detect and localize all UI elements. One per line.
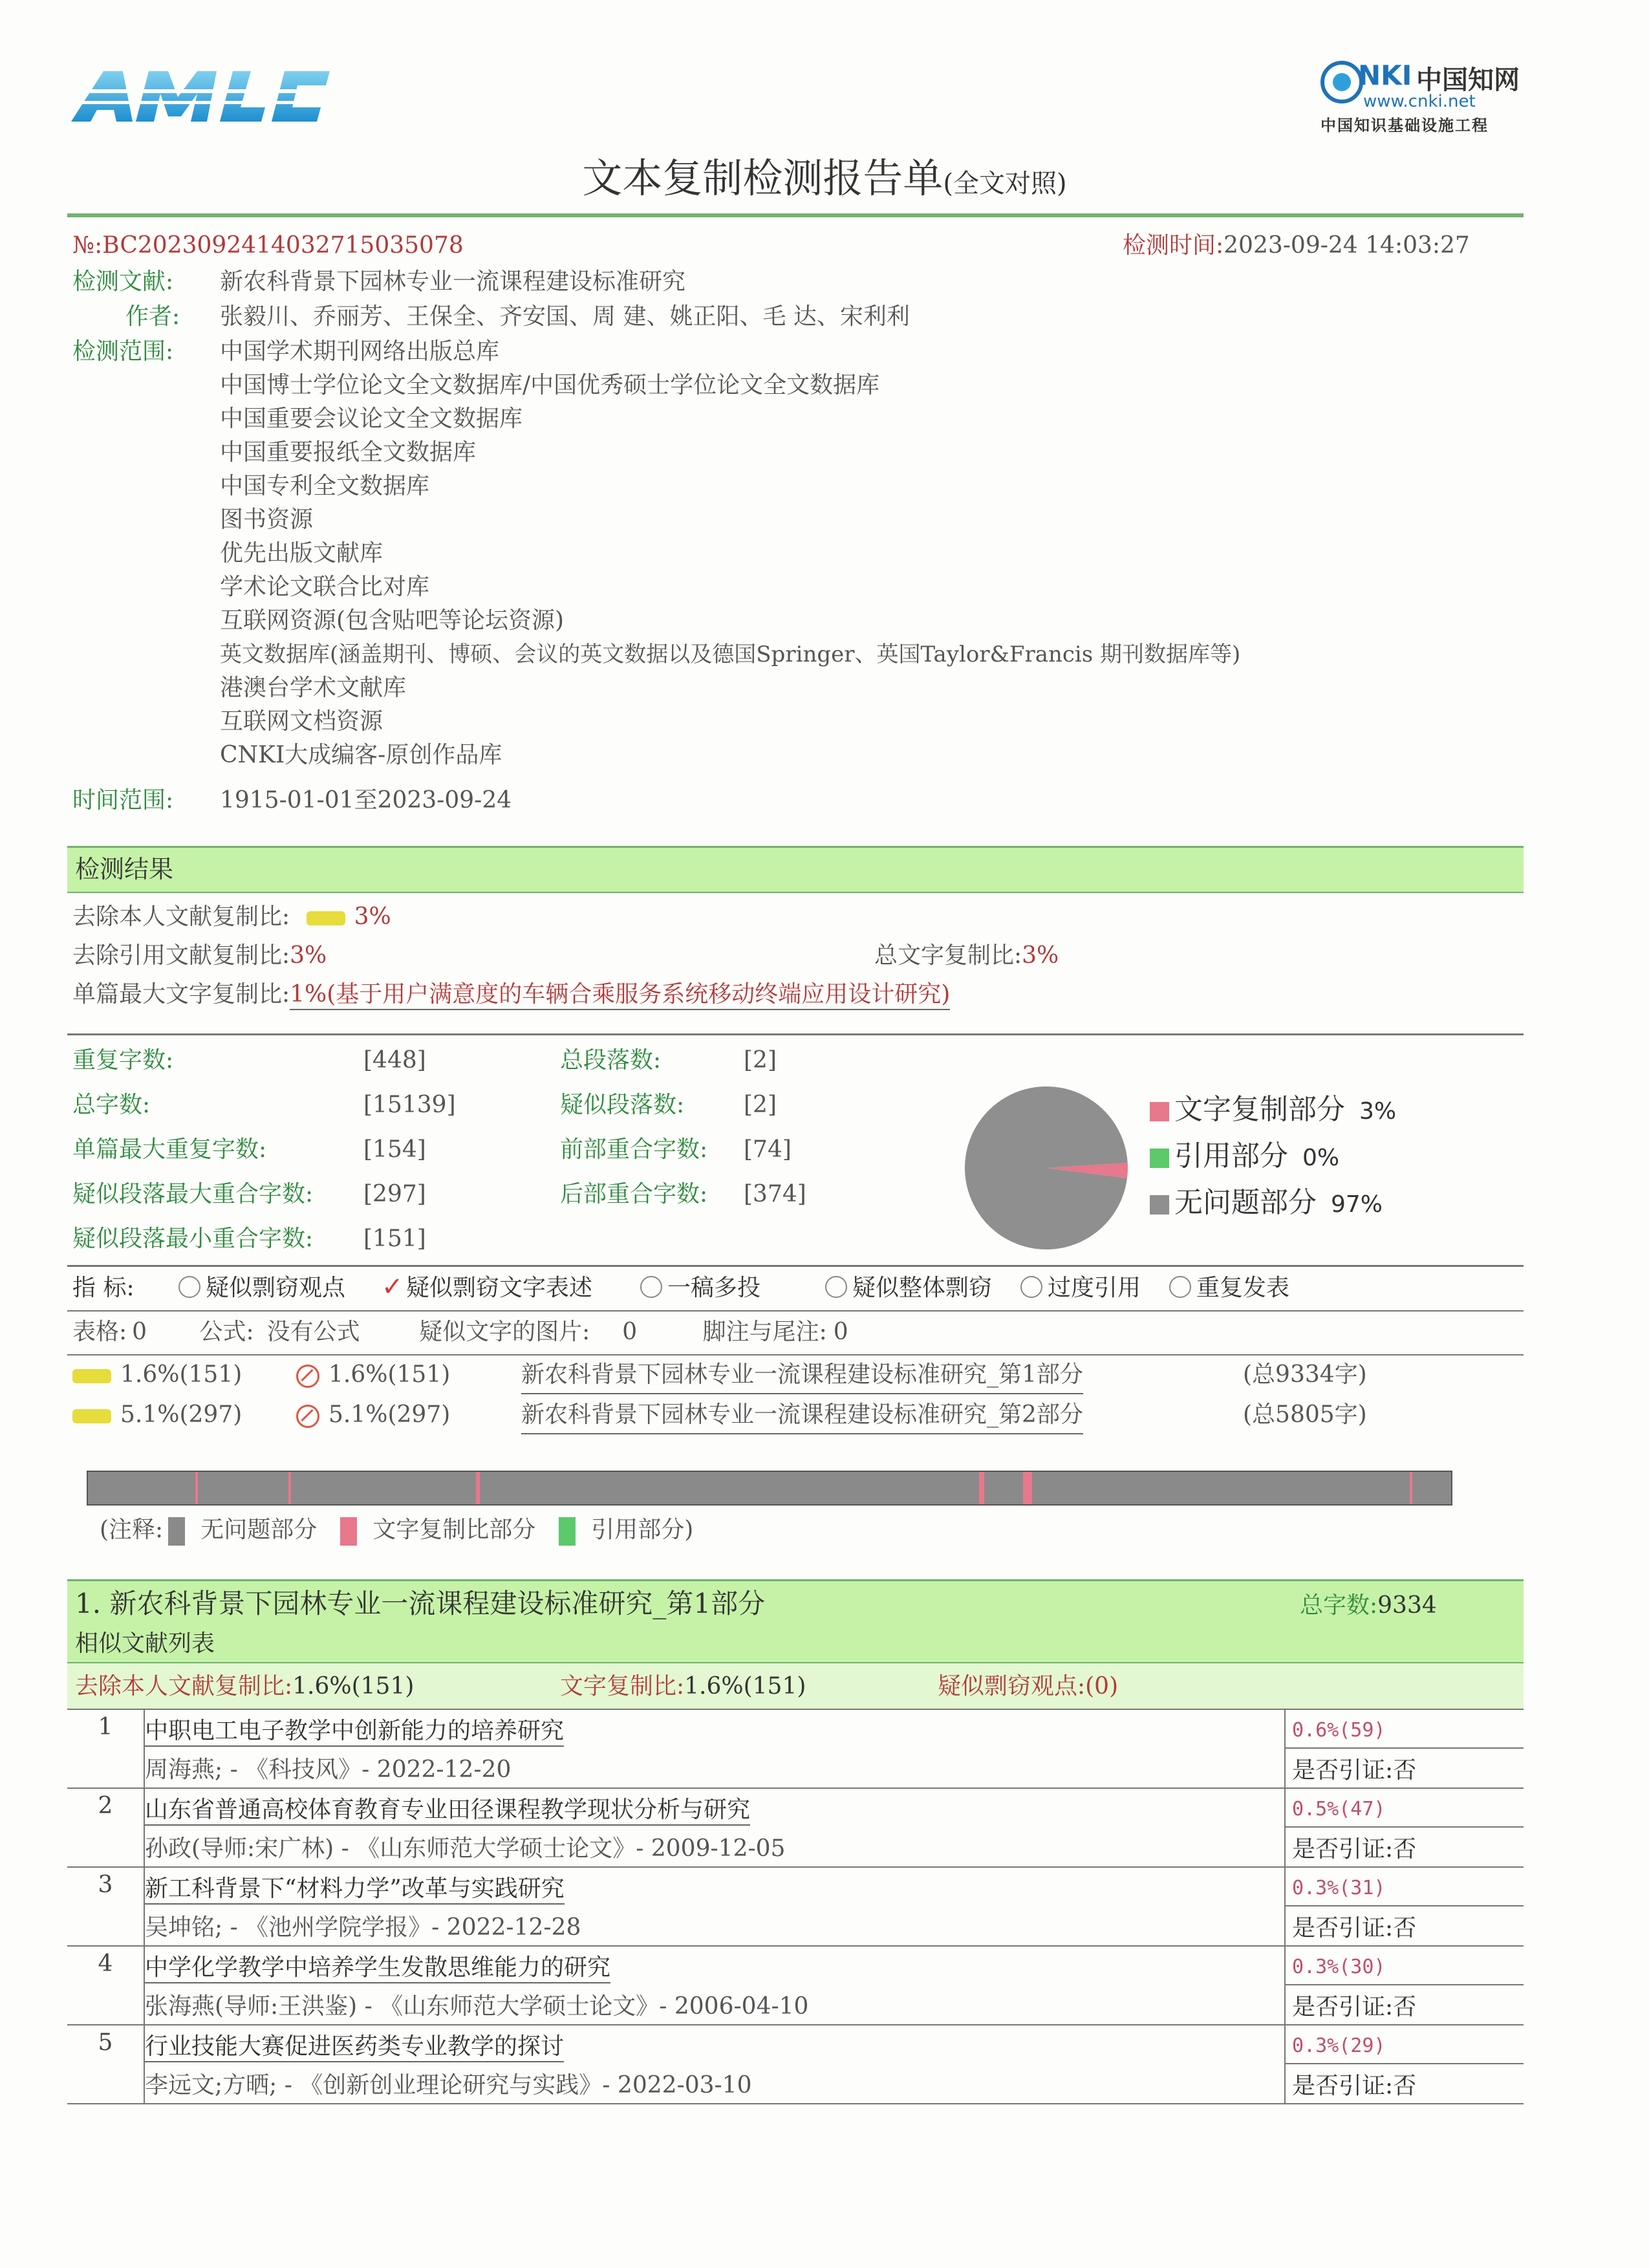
similar-doc-title[interactable]: 山东省普通高校体育教育专业田径课程教学现状分析与研究	[145, 1797, 750, 1826]
result-divider	[67, 1033, 1524, 1035]
citation-status: 是否引证:否	[1285, 1827, 1524, 1867]
scope-item: 英文数据库(涵盖期刊、博硕、会议的英文数据以及德国Springer、英国Taylor&Francis 期刊数据库等)	[220, 642, 1241, 667]
table-row-sub	[67, 1748, 1524, 1788]
indicator-item[interactable]: 疑似剽窃观点	[178, 1271, 345, 1305]
quote-ratio-value: 3%	[290, 942, 327, 969]
pie-legend	[1150, 1090, 1396, 1230]
scope-item: 港澳台学术文献库	[220, 675, 407, 701]
citation-status: 是否引证:否	[1285, 2064, 1524, 2104]
cnki-logo	[1319, 57, 1526, 135]
checkbox-icon[interactable]	[825, 1276, 847, 1298]
total-ratio-row: 总文字复制比:3%	[874, 942, 1059, 969]
yellow-bar-icon	[72, 1409, 111, 1423]
scope-item: 中国重要报纸全文数据库	[220, 439, 477, 466]
copy-mark	[979, 1472, 984, 1504]
similar-list-header: 相似文献列表	[67, 1626, 1524, 1663]
similar-docs-table	[67, 1709, 1524, 2104]
self-ratio-row: 去除本人文献复制比: 3%	[72, 903, 391, 930]
cnki-cn-name: 中国知网	[1416, 65, 1520, 95]
yellow-bar-icon	[307, 911, 345, 925]
cnki-wordmark: NKI	[1358, 59, 1412, 91]
table-row	[67, 1709, 1524, 1748]
scope-row: 检测范围:	[72, 338, 174, 365]
checkbox-icon[interactable]	[178, 1276, 200, 1298]
scope-item: 中国学术期刊网络出版总库	[220, 338, 500, 365]
similar-doc-title[interactable]: 行业技能大赛促进医药类专业教学的探讨	[145, 2033, 564, 2062]
quote-swatch-icon	[559, 1517, 576, 1546]
copy-mark	[1023, 1472, 1032, 1504]
page-title: 文本复制检测报告单	[582, 155, 943, 202]
copy-mark	[288, 1472, 291, 1504]
copy-swatch-icon	[1150, 1102, 1169, 1121]
similar-doc-pct: 0.3%(30)	[1292, 1955, 1386, 1978]
checkbox-icon[interactable]	[640, 1276, 662, 1298]
quote-ratio-row: 去除引用文献复制比:3%	[72, 942, 327, 969]
report-title-wrap	[0, 146, 1649, 204]
table-row	[67, 2025, 1524, 2064]
title-divider	[67, 213, 1524, 217]
row-number: 1	[67, 1709, 144, 1788]
quote-swatch-icon	[1150, 1149, 1169, 1168]
row-number: 5	[67, 2025, 144, 2104]
similar-doc-pct: 0.3%(31)	[1292, 1876, 1386, 1899]
part-row-2: 5.1%(297) 5.1%(297) 新农科背景下园林专业一流课程建设标准研究_第2部分 (总5805字)	[72, 1398, 242, 1432]
copy-mark	[476, 1472, 480, 1504]
copy-swatch-icon	[340, 1517, 357, 1546]
similar-doc-source: 孙政(导师:宋广林) - 《山东师范大学硕士论文》- 2009-12-05	[144, 1827, 1285, 1867]
part-2-link[interactable]: 新农科背景下园林专业一流课程建设标准研究_第2部分	[521, 1398, 1083, 1434]
bar-legend: (注释: 无问题部分 文字复制比部分 引用部分)	[100, 1513, 693, 1547]
similar-doc-title[interactable]: 中学化学教学中培养学生发散思维能力的研究	[145, 1954, 610, 1983]
similar-doc-title[interactable]: 新工科背景下“材料力学”改革与实践研究	[145, 1875, 565, 1905]
copy-mark	[1410, 1472, 1412, 1504]
checked-checkbox-icon[interactable]: ✓	[382, 1272, 404, 1302]
yellow-bar-icon	[72, 1369, 111, 1383]
similar-doc-pct: 0.6%(59)	[1292, 1718, 1386, 1742]
single-ratio-value[interactable]: 1%(基于用户满意度的车辆合乘服务系统移动终端应用设计研究)	[290, 981, 950, 1010]
doc-title: 新农科背景下园林专业一流课程建设标准研究	[220, 268, 686, 295]
total-ratio-value: 3%	[1022, 942, 1059, 969]
table-row	[67, 1946, 1524, 1985]
author-list: 张毅川、乔丽芳、王保全、齐安国、周 建、姚正阳、毛 达、宋利利	[220, 303, 910, 330]
similar-doc-source: 吴坤铭; - 《池州学院学报》- 2022-12-28	[144, 1906, 1285, 1946]
row-number: 2	[67, 1788, 144, 1867]
distribution-bar	[87, 1471, 1452, 1506]
misc-row: 表格: 0 公式: 没有公式 疑似文字的图片: 0 脚注与尾注: 0	[72, 1319, 848, 1345]
author-row: 作者: 张毅川、乔丽芳、王保全、齐安国、周 建、姚正阳、毛 达、宋利利	[72, 300, 1430, 334]
indicator-item[interactable]: ✓ 疑似剽窃文字表述	[382, 1272, 593, 1302]
cnki-url: www.cnki.net	[1363, 92, 1476, 111]
report-number: №:BC20230924140327150350​78	[72, 232, 464, 259]
indicators-row: 指 标:	[72, 1275, 135, 1301]
section1-header: 1. 新农科背景下园林专业一流课程建设标准研究_第1部分 总字数:9334	[67, 1579, 1524, 1628]
table-row	[67, 1867, 1524, 1906]
self-ratio-value: 3%	[354, 903, 391, 930]
section1-title: 1. 新农科背景下园林专业一流课程建设标准研究_第1部分	[75, 1588, 766, 1619]
doc-row: 检测文献: 新农科背景下园林专业一流课程建设标准研究	[72, 265, 173, 299]
similar-doc-source: 周海燕; - 《科技风》- 2022-12-20	[144, 1748, 1285, 1788]
pie-legend-item-quote: 引用部分 0%	[1150, 1137, 1396, 1183]
range-value: 1915-01-01至2023-09-24	[220, 787, 512, 814]
indicator-item[interactable]: 重复发表	[1169, 1271, 1289, 1305]
scope-item: 中国重要会议论文全文数据库	[220, 405, 523, 432]
stats-col1: 重复字数: [448] 总字数: [15139] 单篇最大重复字数: [154] 疑似段落最大重合字数: [297] 疑似段落最小重合字数: [151]	[72, 1047, 456, 1252]
no-entry-icon	[296, 1405, 319, 1428]
table-row-sub	[67, 1906, 1524, 1946]
similar-doc-pct: 0.3%(29)	[1292, 2034, 1386, 2057]
cnki-subtitle: 中国知识基础设施工程	[1320, 116, 1489, 135]
similar-doc-source: 李远文;方晒; - 《创新创业理论研究与实践》- 2022-03-10	[144, 2064, 1285, 2104]
single-ratio-row: 单篇最大文字复制比:1%(基于用户满意度的车辆合乘服务系统移动终端应用设计研究)	[72, 978, 950, 1011]
table-row-sub	[67, 2064, 1524, 2104]
misc-divider	[67, 1354, 1524, 1355]
citation-status: 是否引证:否	[1285, 1985, 1524, 2025]
scope-item: 学术论文联合比对库	[220, 574, 430, 600]
stats-col2: 总段落数: [2] 疑似段落数: [2] 前部重合字数: [74] 后部重合字数: [374]	[560, 1047, 806, 1207]
similar-doc-source: 张海燕(导师:王洪鉴) - 《山东师范大学硕士论文》- 2006-04-10	[144, 1985, 1285, 2025]
row-number: 4	[67, 1946, 144, 2025]
ok-swatch-icon	[1150, 1195, 1169, 1215]
checkbox-icon[interactable]	[1020, 1276, 1042, 1298]
no-entry-icon	[296, 1365, 319, 1388]
range-row: 时间范围: 1915-01-01至2023-09-24	[72, 784, 173, 817]
stats-divider	[67, 1265, 1524, 1267]
part-row-1: 1.6%(151) 1.6%(151) 新农科背景下园林专业一流课程建设标准研究_第1部分 (总9334字)	[72, 1358, 242, 1392]
part-1-link[interactable]: 新农科背景下园林专业一流课程建设标准研究_第1部分	[521, 1358, 1083, 1394]
copy-mark	[195, 1472, 198, 1504]
indicators-divider	[67, 1310, 1524, 1312]
citation-status: 是否引证:否	[1285, 1748, 1524, 1788]
table-row-sub	[67, 1827, 1524, 1867]
scope-item: 中国博士学位论文全文数据库/中国优秀硕士学位论文全文数据库	[220, 372, 880, 398]
checkbox-icon[interactable]	[1169, 1276, 1191, 1298]
table-row	[67, 1788, 1524, 1827]
check-time: 检测时间:2023-09-24 14:03:27	[1123, 232, 1470, 259]
indicator-item[interactable]: 疑似整体剽窃	[825, 1271, 992, 1305]
scope-list	[220, 335, 1500, 772]
scope-item: 图书资源	[220, 506, 314, 533]
row-number: 3	[67, 1867, 144, 1946]
similar-doc-title[interactable]: 中职电工电子教学中创新能力的培养研究	[145, 1718, 564, 1747]
indicator-item[interactable]: 过度引用	[1020, 1271, 1141, 1305]
pie-legend-item-copy: 文字复制部分 3%	[1150, 1090, 1396, 1137]
similar-list-summary: 去除本人文献复制比:1.6%(151) 文字复制比:1.6%(151) 疑似剽窃观点:(0)	[67, 1663, 1524, 1709]
ok-swatch-icon	[168, 1517, 185, 1546]
citation-status: 是否引证:否	[1285, 1906, 1524, 1946]
scope-item: 互联网文档资源	[220, 708, 383, 735]
pie-chart	[962, 1084, 1130, 1252]
indicator-item[interactable]: 一稿多投	[640, 1271, 760, 1305]
scope-item: 中国专利全文数据库	[220, 473, 430, 499]
scope-item: CNKI大成编客-原创作品库	[220, 742, 502, 768]
table-row-sub	[67, 1985, 1524, 2025]
page-title-suffix: (全文对照)	[943, 169, 1067, 199]
scope-item: 优先出版文献库	[220, 540, 383, 567]
similar-doc-pct: 0.5%(47)	[1292, 1797, 1386, 1820]
result-header-title: 检测结果	[75, 855, 174, 883]
scope-item: 互联网资源(包含贴吧等论坛资源)	[220, 607, 565, 634]
pie-legend-item-ok: 无问题部分 97%	[1150, 1183, 1396, 1230]
result-header	[67, 846, 1524, 893]
amlc-logo	[71, 65, 330, 123]
